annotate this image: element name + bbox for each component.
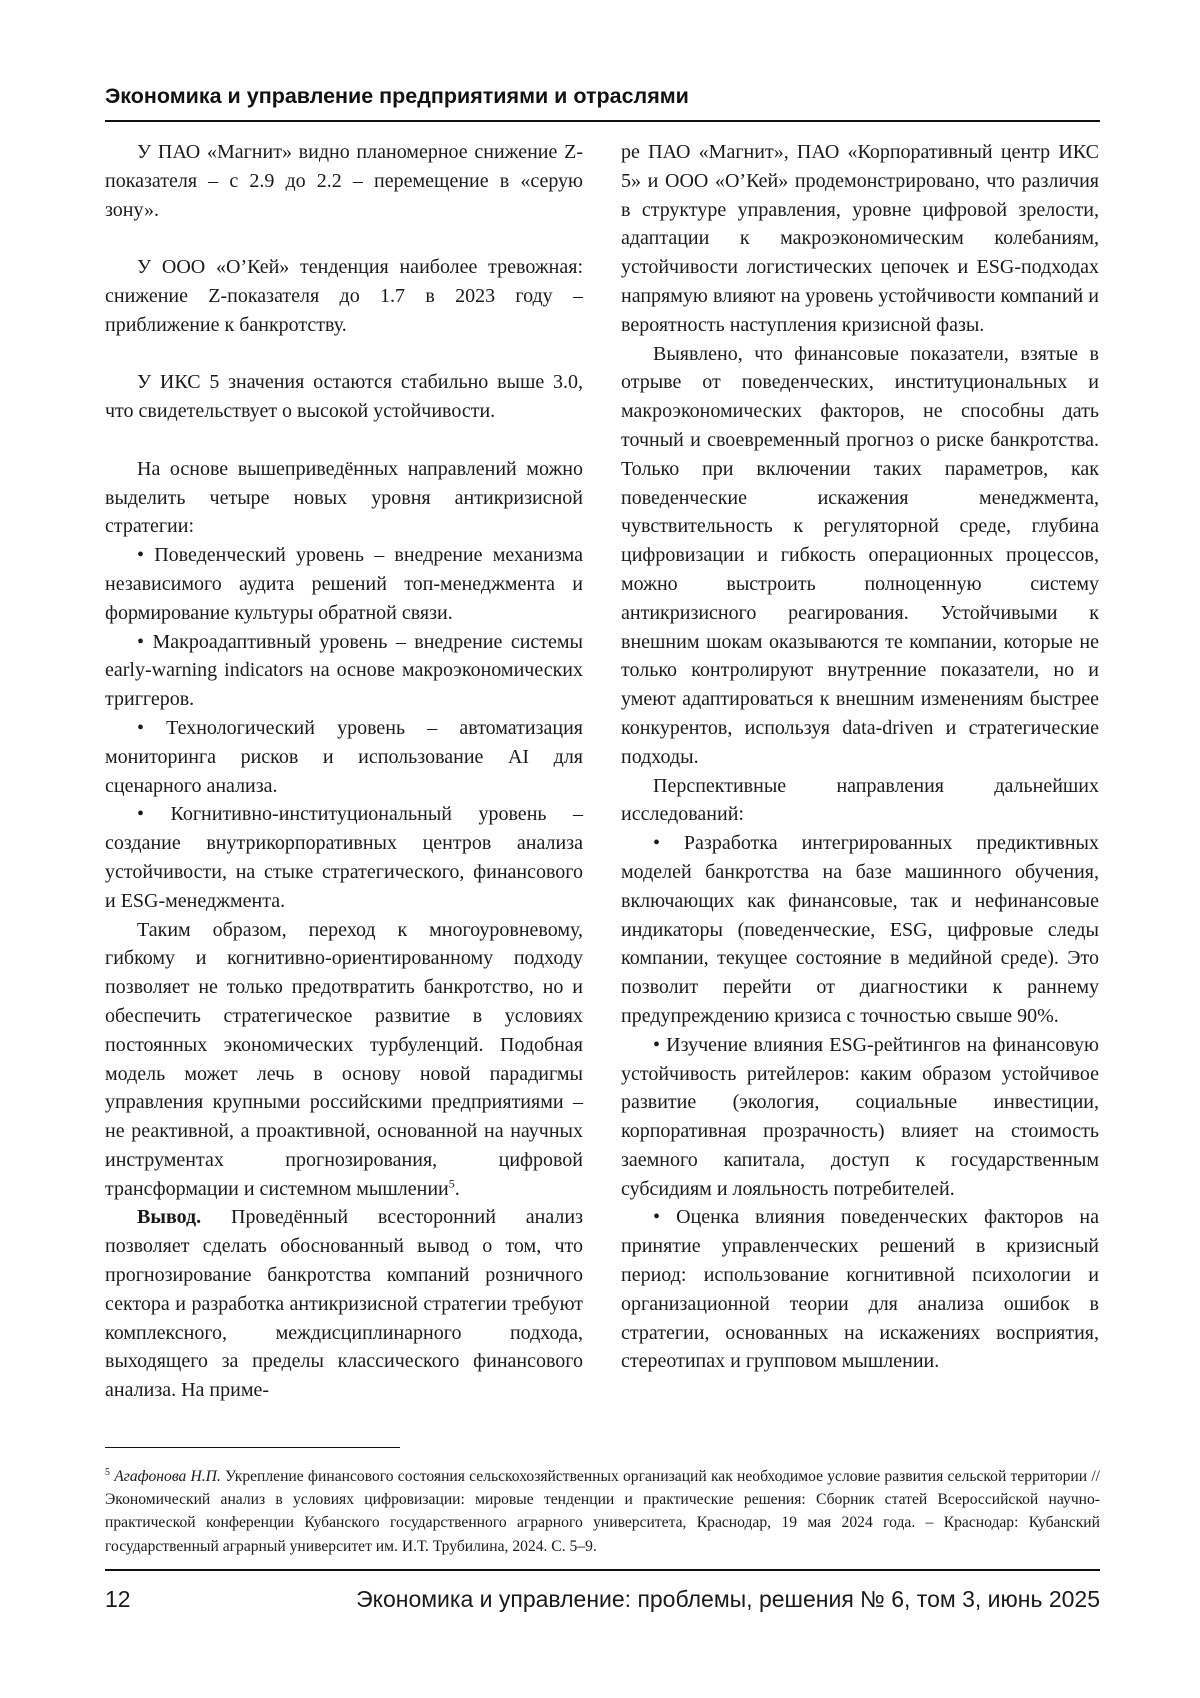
footnote-author: Агафонова Н.П. [114,1468,221,1485]
bullet-macroadaptive: • Макроадаптивный уровень – внедрение системы early-warning indicators на основе макроэкономических триггеров. [105,630,583,711]
footnote-number: 5 [105,1466,110,1478]
conclusion-text: Проведённый всесторонний анализ позволяет сделать обоснованный вывод о том, что прогнозирование банкротства компаний розничного сектора и разработка антикризисной стратегии требуют комплексного, междисциплинарного подхода, выходящего за пределы классического финансового анализа. На приме- [105,1206,583,1402]
summary-text: Таким образом, переход к многоуровневому, гибкому и когнитивно-ориентированному подходу позволяет не только предотвратить банкротство, но и обеспечить стратегическое развитие в условиях постоянных экономических турбуленций. Подобная модель может лечь в основу новой парадигмы управления крупными российскими предприятиями – не реактивной, а проактивной, основанной на научных инструментах прогнозирования, цифровой трансформации и системном мышлении [105,918,583,1200]
paragraph-future-research: Перспективные направления дальнейших исследований: [621,774,1099,826]
footnote-rule [105,1447,400,1448]
footnote-reference: 5 [448,1176,455,1191]
bullet-cognitive-institutional: • Когнитивно-институциональный уровень – создание внутрикорпоративных центров анализа устойчивости, на стыке стратегического, финансового и ESG-менеджмента. [105,803,583,912]
footnote-text: Укрепление финансового состояния сельскохозяйственных организаций как необходимое условие развития сельской территории // Экономический анализ в условиях цифровизации: мировые тенденции и практические решения: Сборник статей Всероссийской научно-практической конференции Кубанского государственного аграрного университета, Краснодар, 19 мая 2024 года. – Краснодар: Кубанский государственный аграрный университет им. И.Т. Трубилина, 2024. С. 5–9. [105,1468,1100,1555]
right-column [621,138,1099,1376]
bullet-behavioral: • Поведенческий уровень – внедрение механизма независимого аудита решений топ-менеджмента и формирование культуры обратной связи. [105,544,583,624]
paragraph-summary [105,916,583,1204]
conclusion-label: Вывод. [137,1206,202,1229]
bullet-predictive-models: • Разработка интегрированных предиктивных моделей банкротства на базе машинного обучения, включающих как финансовые, так и нефинансовые индикаторы (поведенческие, ESG, цифровые следы компании, текущее состояние в медийной среде). Это позволит перейти от диагностики к раннему предупреждению кризиса с точностью свыше 90%. [621,832,1099,1027]
bullet-behavioral-factors: • Оценка влияния поведенческих факторов на принятие управленческих решений в кризисный период: использование когнитивной психологии и организационной теории для анализа ошибок в стратегии, основанных на искажениях восприятия, стереотипах и групповом мышлении. [621,1206,1099,1373]
paragraph-magnit: У ПАО «Магнит» видно планомерное снижение Z-показателя – с 2.9 до 2.2 – перемещение в «серую зону». [105,141,583,221]
journal-title: Экономика и управление: проблемы, решения № 6, том 3, июнь 2025 [356,1586,1100,1612]
footer-rule [105,1569,1100,1571]
paragraph-companies-example: ре ПАО «Магнит», ПАО «Корпоративный центр ИКС 5» и ООО «О’Кей» продемонстрировано, что различия в структуре управления, уровне цифровой зрелости, адаптации к макроэкономическим колебаниям, устойчивости логистических цепочек и ESG-подходах напрямую влияют на уровень устойчивости компаний и вероятность наступления кризисной фазы. [621,141,1099,336]
left-column [105,138,583,1405]
paragraph-okey: У ООО «О’Кей» тенденция наиболее тревожная: снижение Z-показателя до 1.7 в 2023 году – приближение к банкротству. [105,256,583,336]
header-rule [105,120,1100,122]
paragraph-conclusion [105,1203,583,1405]
running-head-section-title: Экономика и управление предприятиями и отраслями [105,84,689,108]
footnote [105,1465,1100,1558]
paragraph-findings: Выявлено, что финансовые показатели, взятые в отрыве от поведенческих, институциональных и макроэкономических факторов, не способны дать точный и своевременный прогноз о риске банкротства. Только при включении таких параметров, как поведенческие искажения менеджмента, чувствительность к регуляторной среде, глубина цифровизации и гибкость операционных процессов, можно выстроить полноценную систему антикризисного реагирования. Устойчивыми к внешним шокам оказываются те компании, которые не только контролируют внутренние показатели, но и умеют адаптироваться к внешним изменениям быстрее конкурентов, используя data-driven и стратегические подходы. [621,342,1099,768]
bullet-esg-ratings: • Изучение влияния ESG-рейтингов на финансовую устойчивость ритейлеров: каким образом устойчивое развитие (экология, социальные инвестиции, корпоративная прозрачность) влияет на стоимость заемного капитала, доступ к государственным субсидиям и лояльность потребителей. [621,1033,1099,1200]
summary-end: . [454,1177,460,1200]
page-number: 12 [105,1586,131,1612]
paragraph-x5: У ИКС 5 значения остаются стабильно выше 3.0, что свидетельствует о высокой устойчивости. [105,371,583,423]
paragraph-strategy-intro: На основе вышеприведённых направлений можно выделить четыре новых уровня антикризисной стратегии: [105,457,583,538]
bullet-technological: • Технологический уровень – автоматизация мониторинга рисков и использование AI для сценарного анализа. [105,716,583,797]
